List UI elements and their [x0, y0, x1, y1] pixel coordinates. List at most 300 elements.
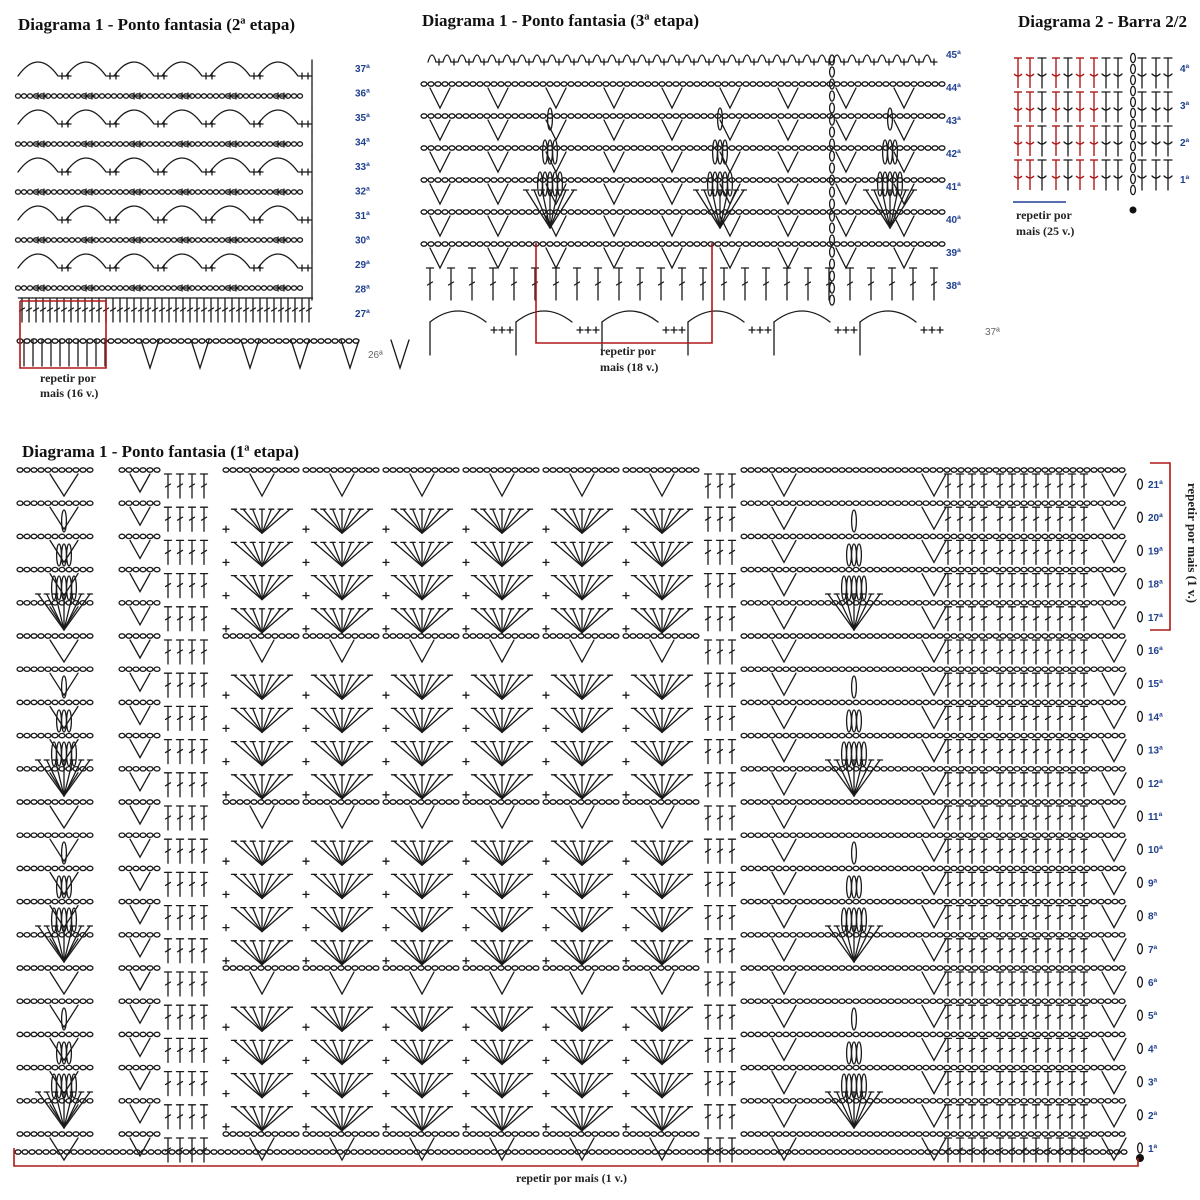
chain-stitch: [804, 534, 810, 538]
fan-stitch: [563, 576, 582, 600]
chain-stitch: [860, 866, 866, 870]
chain-stitch: [762, 567, 768, 571]
chain-stitch: [69, 94, 74, 98]
chain-stitch: [769, 800, 775, 804]
chain-stitch: [848, 82, 854, 86]
chain-stitch: [951, 634, 957, 638]
chain-stitch: [52, 899, 58, 903]
chain-stitch: [1028, 601, 1034, 605]
v-stitch: [488, 88, 508, 108]
chain-stitch: [797, 767, 803, 771]
chain-stitch: [672, 634, 678, 638]
chain-stitch: [153, 94, 158, 98]
chain-stitch: [750, 146, 756, 150]
chain-stitch: [860, 667, 866, 671]
chain-stitch: [1063, 601, 1069, 605]
chain-stitch: [21, 94, 26, 98]
chain-stitch: [117, 238, 122, 242]
fan-stitch: [662, 576, 681, 600]
chain-stitch: [755, 833, 761, 837]
chain-stitch: [512, 800, 518, 804]
chain-stitch: [818, 567, 824, 571]
chain-stitch: [421, 178, 427, 182]
chain-stitch: [1091, 833, 1097, 837]
row-number: 36ª: [355, 88, 370, 100]
chain-stitch: [783, 667, 789, 671]
chain-stitch: [965, 800, 971, 804]
chain-stitch: [841, 178, 847, 182]
chain-stitch: [154, 833, 160, 837]
chain-stitch: [993, 933, 999, 937]
chain-stitch: [832, 667, 838, 671]
chain-stitch: [69, 238, 74, 242]
chain-stitch: [918, 242, 924, 246]
chain-stitch: [1021, 700, 1027, 704]
chain-stitch: [979, 833, 985, 837]
chain-stitch: [17, 700, 23, 704]
chain-stitch: [1021, 601, 1027, 605]
chain-stitch: [73, 667, 79, 671]
chain-stitch: [862, 114, 868, 118]
chain-stitch: [631, 178, 637, 182]
fan-stitch: [563, 742, 582, 766]
chain-stitch: [846, 567, 852, 571]
chain-stitch: [171, 238, 176, 242]
turning-chain: [830, 67, 835, 77]
v-stitch: [130, 540, 150, 558]
chain-stitch: [972, 601, 978, 605]
picot: [818, 55, 826, 62]
chain-stitch: [123, 190, 128, 194]
chain-stitch: [881, 866, 887, 870]
chain-stitch: [869, 114, 875, 118]
chain-stitch: [219, 94, 224, 98]
chain-stitch: [140, 667, 146, 671]
chain-stitch: [147, 501, 153, 505]
chain-stitch: [484, 146, 490, 150]
puff-stitch: [713, 172, 718, 196]
chain-stitch: [923, 833, 929, 837]
chain-stitch: [769, 468, 775, 472]
turning-chain: [830, 187, 835, 197]
chain-stitch: [561, 210, 567, 214]
v-stitch: [250, 806, 274, 828]
row-number: 31ª: [355, 211, 370, 222]
chain-stitch: [916, 468, 922, 472]
fan-stitch: [483, 874, 502, 898]
chain-stitch: [519, 210, 525, 214]
chain-stitch: [477, 800, 483, 804]
v-stitch: [894, 248, 914, 268]
chain-stitch: [45, 899, 51, 903]
v-stitch: [1102, 574, 1126, 596]
chain-stitch: [311, 339, 317, 343]
chain-stitch: [860, 501, 866, 505]
chain-stitch: [1007, 933, 1013, 937]
chain-stitch: [972, 534, 978, 538]
chain-stitch: [743, 178, 749, 182]
chain-stitch: [24, 800, 30, 804]
chain-stitch: [73, 800, 79, 804]
chain-stitch: [741, 601, 747, 605]
chain-stitch: [790, 667, 796, 671]
chain-stitch: [105, 94, 110, 98]
v-stitch: [922, 806, 946, 828]
chain-stitch: [442, 82, 448, 86]
chain-stitch: [596, 178, 602, 182]
picot: [638, 55, 646, 62]
chain-stitch: [818, 700, 824, 704]
chain-stitch: [453, 634, 459, 638]
chain-stitch: [87, 933, 93, 937]
chain-stitch: [1070, 700, 1076, 704]
chain-stitch: [846, 833, 852, 837]
chain-stitch: [1049, 501, 1055, 505]
chain-stitch: [617, 82, 623, 86]
v-stitch: [922, 839, 946, 861]
chain-stitch: [888, 700, 894, 704]
fan-stitch: [403, 874, 422, 898]
chain-stitch: [652, 242, 658, 246]
chain-stitch: [207, 142, 212, 146]
chain-stitch: [1077, 899, 1083, 903]
chain-stitch: [564, 800, 570, 804]
chain-stitch: [1091, 767, 1097, 771]
chain-stitch: [73, 634, 79, 638]
chain-stitch: [589, 210, 595, 214]
chain-stitch: [694, 146, 700, 150]
chain-stitch: [286, 634, 292, 638]
chain-stitch: [610, 242, 616, 246]
chain-stitch: [832, 733, 838, 737]
fan-stitch: [342, 609, 361, 633]
chain-stitch: [519, 178, 525, 182]
chain-stitch: [133, 634, 139, 638]
fan-stitch: [502, 542, 521, 566]
chain-stitch: [1119, 767, 1125, 771]
chain-stitch: [1091, 700, 1097, 704]
chain-stitch: [1098, 800, 1104, 804]
chain-stitch: [876, 114, 882, 118]
chain-stitch: [832, 899, 838, 903]
chain-stitch: [762, 468, 768, 472]
chain-stitch: [80, 733, 86, 737]
chain-stitch: [1119, 501, 1125, 505]
chain-stitch: [383, 468, 389, 472]
chain-stitch: [1049, 468, 1055, 472]
chain-stitch: [24, 534, 30, 538]
chain-stitch: [272, 468, 278, 472]
chain-stitch: [853, 733, 859, 737]
chain-stitch: [613, 468, 619, 472]
chain-stitch: [153, 190, 158, 194]
chain-stitch: [1014, 800, 1020, 804]
chain-stitch: [890, 82, 896, 86]
chain-stitch: [748, 933, 754, 937]
chain-stitch: [1119, 833, 1125, 837]
chain-stitch: [45, 833, 51, 837]
chain-stitch: [792, 242, 798, 246]
stage2-stitch-grid: [15, 60, 409, 368]
chain-stitch: [853, 667, 859, 671]
chain-stitch: [568, 114, 574, 118]
chain-stitch: [790, 933, 796, 937]
row-number: 35ª: [355, 113, 370, 124]
chain-stitch: [428, 242, 434, 246]
chain-stitch: [923, 767, 929, 771]
chain-stitch: [860, 468, 866, 472]
fan-stitch: [262, 874, 281, 898]
chain-stitch: [804, 468, 810, 472]
chain-stitch: [944, 933, 950, 937]
chain-stitch: [512, 634, 518, 638]
chain-stitch: [638, 146, 644, 150]
fan-stitch: [243, 509, 262, 533]
chain-stitch: [484, 242, 490, 246]
fan-stitch: [890, 190, 906, 228]
chain-stitch: [993, 733, 999, 737]
chain-stitch: [126, 800, 132, 804]
chain-stitch: [1084, 667, 1090, 671]
chain-stitch: [937, 899, 943, 903]
chain-stitch: [748, 767, 754, 771]
row-number: 45ª: [946, 50, 961, 61]
v-stitch: [720, 216, 740, 236]
chain-stitch: [519, 468, 525, 472]
fan-stitch: [262, 908, 281, 932]
chain-stitch: [1077, 501, 1083, 505]
picot: [533, 55, 541, 62]
chain-stitch: [776, 733, 782, 737]
chain-stitch: [195, 142, 200, 146]
v-stitch: [1102, 474, 1126, 496]
chain-stitch: [223, 634, 229, 638]
chain-stitch: [1014, 833, 1020, 837]
stage2-prev-row: 26ª: [368, 350, 383, 361]
chain-stitch: [147, 534, 153, 538]
fan-stitch: [483, 708, 502, 732]
v-stitch: [488, 248, 508, 268]
chain-stitch: [624, 114, 630, 118]
chain-stitch: [1091, 468, 1097, 472]
chain-stitch: [1112, 468, 1118, 472]
chain-stitch: [265, 634, 271, 638]
v-stitch: [772, 806, 796, 828]
chain-stitch: [52, 667, 58, 671]
chain-stitch: [846, 700, 852, 704]
chain-stitch: [930, 601, 936, 605]
diagram-stage-2: [15, 15, 409, 400]
chain-stitch: [701, 242, 707, 246]
fan-stitch: [563, 908, 582, 932]
v-stitch: [922, 507, 946, 529]
chain-stitch: [291, 142, 296, 146]
puff-stitch: [893, 140, 898, 164]
chain-stitch: [219, 190, 224, 194]
chain-stitch: [404, 634, 410, 638]
chain-stitch: [297, 94, 302, 98]
chain-stitch: [80, 833, 86, 837]
chain-arch: [114, 110, 154, 124]
chain-stitch: [888, 601, 894, 605]
chain-stitch: [1063, 899, 1069, 903]
chain-stitch: [797, 866, 803, 870]
chain-stitch: [839, 700, 845, 704]
chain-stitch: [645, 178, 651, 182]
chain-stitch: [463, 178, 469, 182]
chain-stitch: [261, 190, 266, 194]
chain-stitch: [869, 82, 875, 86]
chain-stitch: [1007, 866, 1013, 870]
chain-stitch: [491, 210, 497, 214]
chain-stitch: [105, 190, 110, 194]
chain-stitch: [1098, 634, 1104, 638]
chain-stitch: [860, 634, 866, 638]
fan-stitch: [323, 509, 342, 533]
chain-stitch: [75, 238, 80, 242]
chain-stitch: [1007, 601, 1013, 605]
turning-chain: [830, 163, 835, 173]
chain-stitch: [31, 899, 37, 903]
chain-stitch: [895, 700, 901, 704]
chain-stitch: [897, 82, 903, 86]
chain-stitch: [123, 238, 128, 242]
chain-stitch: [881, 567, 887, 571]
chain-stitch: [439, 634, 445, 638]
chain-stitch: [585, 468, 591, 472]
fan-stitch: [323, 775, 342, 799]
chain-stitch: [477, 634, 483, 638]
chain-stitch: [1105, 601, 1111, 605]
chain-stitch: [140, 933, 146, 937]
chain-stitch: [918, 210, 924, 214]
chain-stitch: [15, 142, 20, 146]
chain-stitch: [51, 94, 56, 98]
chain-stitch: [965, 767, 971, 771]
stage3-row-numbers: [946, 50, 961, 292]
chain-stitch: [783, 534, 789, 538]
picot: [848, 55, 856, 62]
chain-arch: [162, 110, 202, 124]
chain-stitch: [87, 833, 93, 837]
puff-stitch: [883, 172, 888, 196]
chain-stitch: [909, 534, 915, 538]
chain-stitch: [99, 286, 104, 290]
v-stitch: [490, 474, 514, 496]
chain-stitch: [762, 634, 768, 638]
chain-stitch: [937, 601, 943, 605]
v-stitch: [662, 184, 682, 204]
chain-stitch: [297, 190, 302, 194]
chain-stitch: [651, 800, 657, 804]
start-dot: [1130, 207, 1137, 214]
chain-stitch: [1014, 733, 1020, 737]
chain-stitch: [596, 146, 602, 150]
chain-stitch: [498, 82, 504, 86]
v-stitch: [922, 872, 946, 894]
chain-stitch: [243, 142, 248, 146]
chain-arch: [114, 206, 154, 220]
chain-stitch: [59, 866, 65, 870]
chain-stitch: [904, 178, 910, 182]
chain-stitch: [17, 567, 23, 571]
chain-stitch: [1000, 468, 1006, 472]
chain-stitch: [24, 468, 30, 472]
chain-stitch: [1091, 634, 1097, 638]
chain-stitch: [126, 767, 132, 771]
chain-stitch: [442, 114, 448, 118]
chain-stitch: [1070, 667, 1076, 671]
chain-stitch: [159, 190, 164, 194]
fan-stitch: [662, 675, 681, 699]
chain-stitch: [111, 190, 116, 194]
chain-stitch: [111, 286, 116, 290]
chain-stitch: [45, 667, 51, 671]
chain-stitch: [776, 501, 782, 505]
fan-stitch: [323, 908, 342, 932]
chain-stitch: [140, 601, 146, 605]
chain-stitch: [965, 634, 971, 638]
chain-stitch: [806, 178, 812, 182]
chain-stitch: [993, 767, 999, 771]
chain-stitch: [165, 142, 170, 146]
chain-stitch: [119, 833, 125, 837]
chain-stitch: [986, 800, 992, 804]
chain-stitch: [45, 800, 51, 804]
chain-stitch: [944, 833, 950, 837]
chain-stitch: [1112, 767, 1118, 771]
chain-stitch: [918, 178, 924, 182]
chain-stitch: [818, 534, 824, 538]
chain-stitch: [1098, 601, 1104, 605]
chain-stitch: [888, 933, 894, 937]
chain-stitch: [757, 178, 763, 182]
chain-stitch: [755, 468, 761, 472]
v-stitch: [662, 152, 682, 172]
fan-stitch: [243, 908, 262, 932]
chain-stitch: [38, 501, 44, 505]
chain-stitch: [352, 634, 358, 638]
row-number: 39ª: [946, 248, 961, 259]
chain-stitch: [853, 634, 859, 638]
chain-stitch: [1063, 700, 1069, 704]
chain-stitch: [24, 833, 30, 837]
chain-stitch: [679, 634, 685, 638]
chain-stitch: [366, 634, 372, 638]
chain-stitch: [154, 634, 160, 638]
chain-stitch: [1007, 534, 1013, 538]
fan-stitch: [662, 509, 681, 533]
chain-stitch: [575, 114, 581, 118]
turning-chain: [1131, 174, 1136, 183]
chain-stitch: [895, 634, 901, 638]
chain-stitch: [24, 501, 30, 505]
chain-stitch: [31, 733, 37, 737]
chain-stitch: [881, 800, 887, 804]
chain-stitch: [1063, 767, 1069, 771]
chain-stitch: [610, 178, 616, 182]
chain-stitch: [846, 634, 852, 638]
chain-stitch: [237, 634, 243, 638]
chain-stitch: [213, 142, 218, 146]
chain-stitch: [693, 468, 699, 472]
chain-stitch: [790, 468, 796, 472]
v-stitch: [772, 540, 796, 562]
chain-stitch: [916, 501, 922, 505]
chain-stitch: [804, 567, 810, 571]
chain-stitch: [582, 82, 588, 86]
chain-stitch: [411, 634, 417, 638]
